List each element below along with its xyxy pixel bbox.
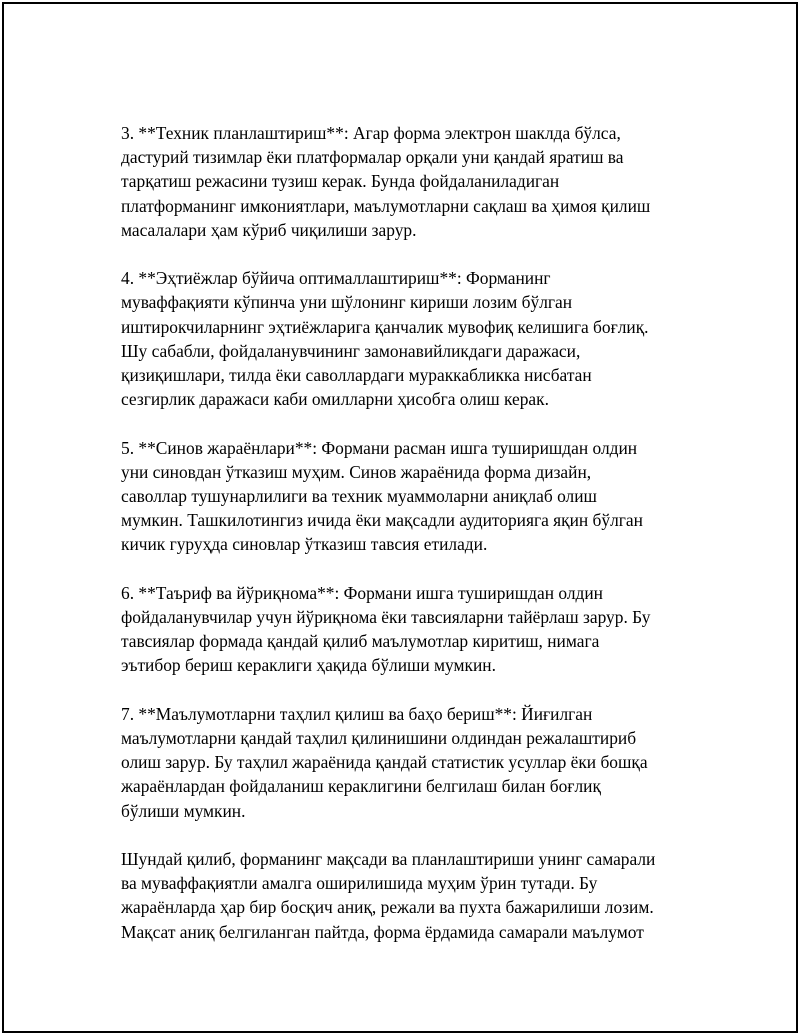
text-line: Мақсат аниқ белгиланган пайтда, форма ёрдамида самарали маълумот xyxy=(121,921,644,942)
paragraph-technical-planning xyxy=(121,121,701,242)
text-line: сезгирлик даражаси каби омилларни ҳисобга олиш керак. xyxy=(121,389,549,410)
document-body xyxy=(121,121,701,968)
paragraph-data-analysis xyxy=(121,702,701,823)
text-line: бўлиши мумкин. xyxy=(121,800,246,821)
text-line: кичик гуруҳда синовлар ўтказиш тавсия етилади. xyxy=(121,534,488,555)
page-frame xyxy=(2,2,798,1033)
paragraph-testing xyxy=(121,436,701,557)
text-line: уни синовдан ўтказиш муҳим. Синов жараёнида форма дизайн, xyxy=(121,461,592,482)
text-line: тарқатиш режасини тузиш керак. Бунда фойдаланиладиган xyxy=(121,171,560,192)
text-line: 3. **Техник планлаштириш**: Агар форма электрон шаклда бўлса, xyxy=(121,123,621,143)
paragraph-conclusion xyxy=(121,847,701,944)
text-line: фойдаланувчилар учун йўриқнома ёки тавсияларни тайёрлаш зарур. Бу xyxy=(121,607,651,628)
paragraph-needs-optimization xyxy=(121,266,701,411)
text-line: муваффақияти кўпинча уни шўлонинг кириши лозим бўлган xyxy=(121,292,573,313)
text-line: саволлар тушунарлилиги ва техник муаммоларни аниқлаб олиш xyxy=(121,486,597,507)
text-line: эътибор бериш кераклиги ҳақида бўлиши мумкин. xyxy=(121,655,496,676)
text-line: платформанинг имкониятлари, маълумотларни сақлаш ва ҳимоя қилиш xyxy=(121,195,651,216)
text-line: масалалари ҳам кўриб чиқилиши зарур. xyxy=(121,219,417,240)
text-line: ва муваффақиятли амалга оширилишида муҳим ўрин тутади. Бу xyxy=(121,873,598,894)
text-line: олиш зарур. Бу таҳлил жараёнида қандай статистик усуллар ёки бошқа xyxy=(121,752,648,773)
text-line: Шу сабабли, фойдаланувчининг замонавийликдаги даражаси, xyxy=(121,340,581,361)
text-line: жараёнларда ҳар бир босқич аниқ, режали ва пухта бажарилиши лозим. xyxy=(121,897,654,918)
text-line: иштирокчиларнинг эҳтиёжларига қанчалик мувофиқ келишига боғлиқ. xyxy=(121,316,649,337)
text-line: қизиқишлари, тилда ёки саволлардаги мураккабликка нисбатан xyxy=(121,365,592,386)
text-line: 4. **Эҳтиёжлар бўйича оптималлаштириш**: Форманинг xyxy=(121,268,551,289)
text-line: 5. **Синов жараёнлари**: Формани расман ишга туширишдан олдин xyxy=(121,437,638,458)
text-line: Шундай қилиб, форманинг мақсади ва планлаштириши унинг самарали xyxy=(121,849,656,870)
text-line: маълумотларни қандай таҳлил қилинишини олдиндан режалаштириб xyxy=(121,728,637,749)
text-line: жараёнлардан фойдаланиш кераклигини белгилаш билан боғлиқ xyxy=(121,776,601,797)
text-line: тавсиялар формада қандай қилиб маълумотлар киритиш, нимага xyxy=(121,631,600,652)
text-line: дастурий тизимлар ёки платформалар орқали уни қандай яратиш ва xyxy=(121,147,624,168)
text-line: мумкин. Ташкилотингиз ичида ёки мақсадли аудиторияга яқин бўлган xyxy=(121,510,643,531)
paragraph-instructions xyxy=(121,581,701,678)
text-line: 6. **Таъриф ва йўриқнома**: Формани ишга туширишдан олдин xyxy=(121,582,603,603)
text-line: 7. **Маълумотларни таҳлил қилиш ва баҳо бериш**: Йиғилган xyxy=(121,703,593,724)
